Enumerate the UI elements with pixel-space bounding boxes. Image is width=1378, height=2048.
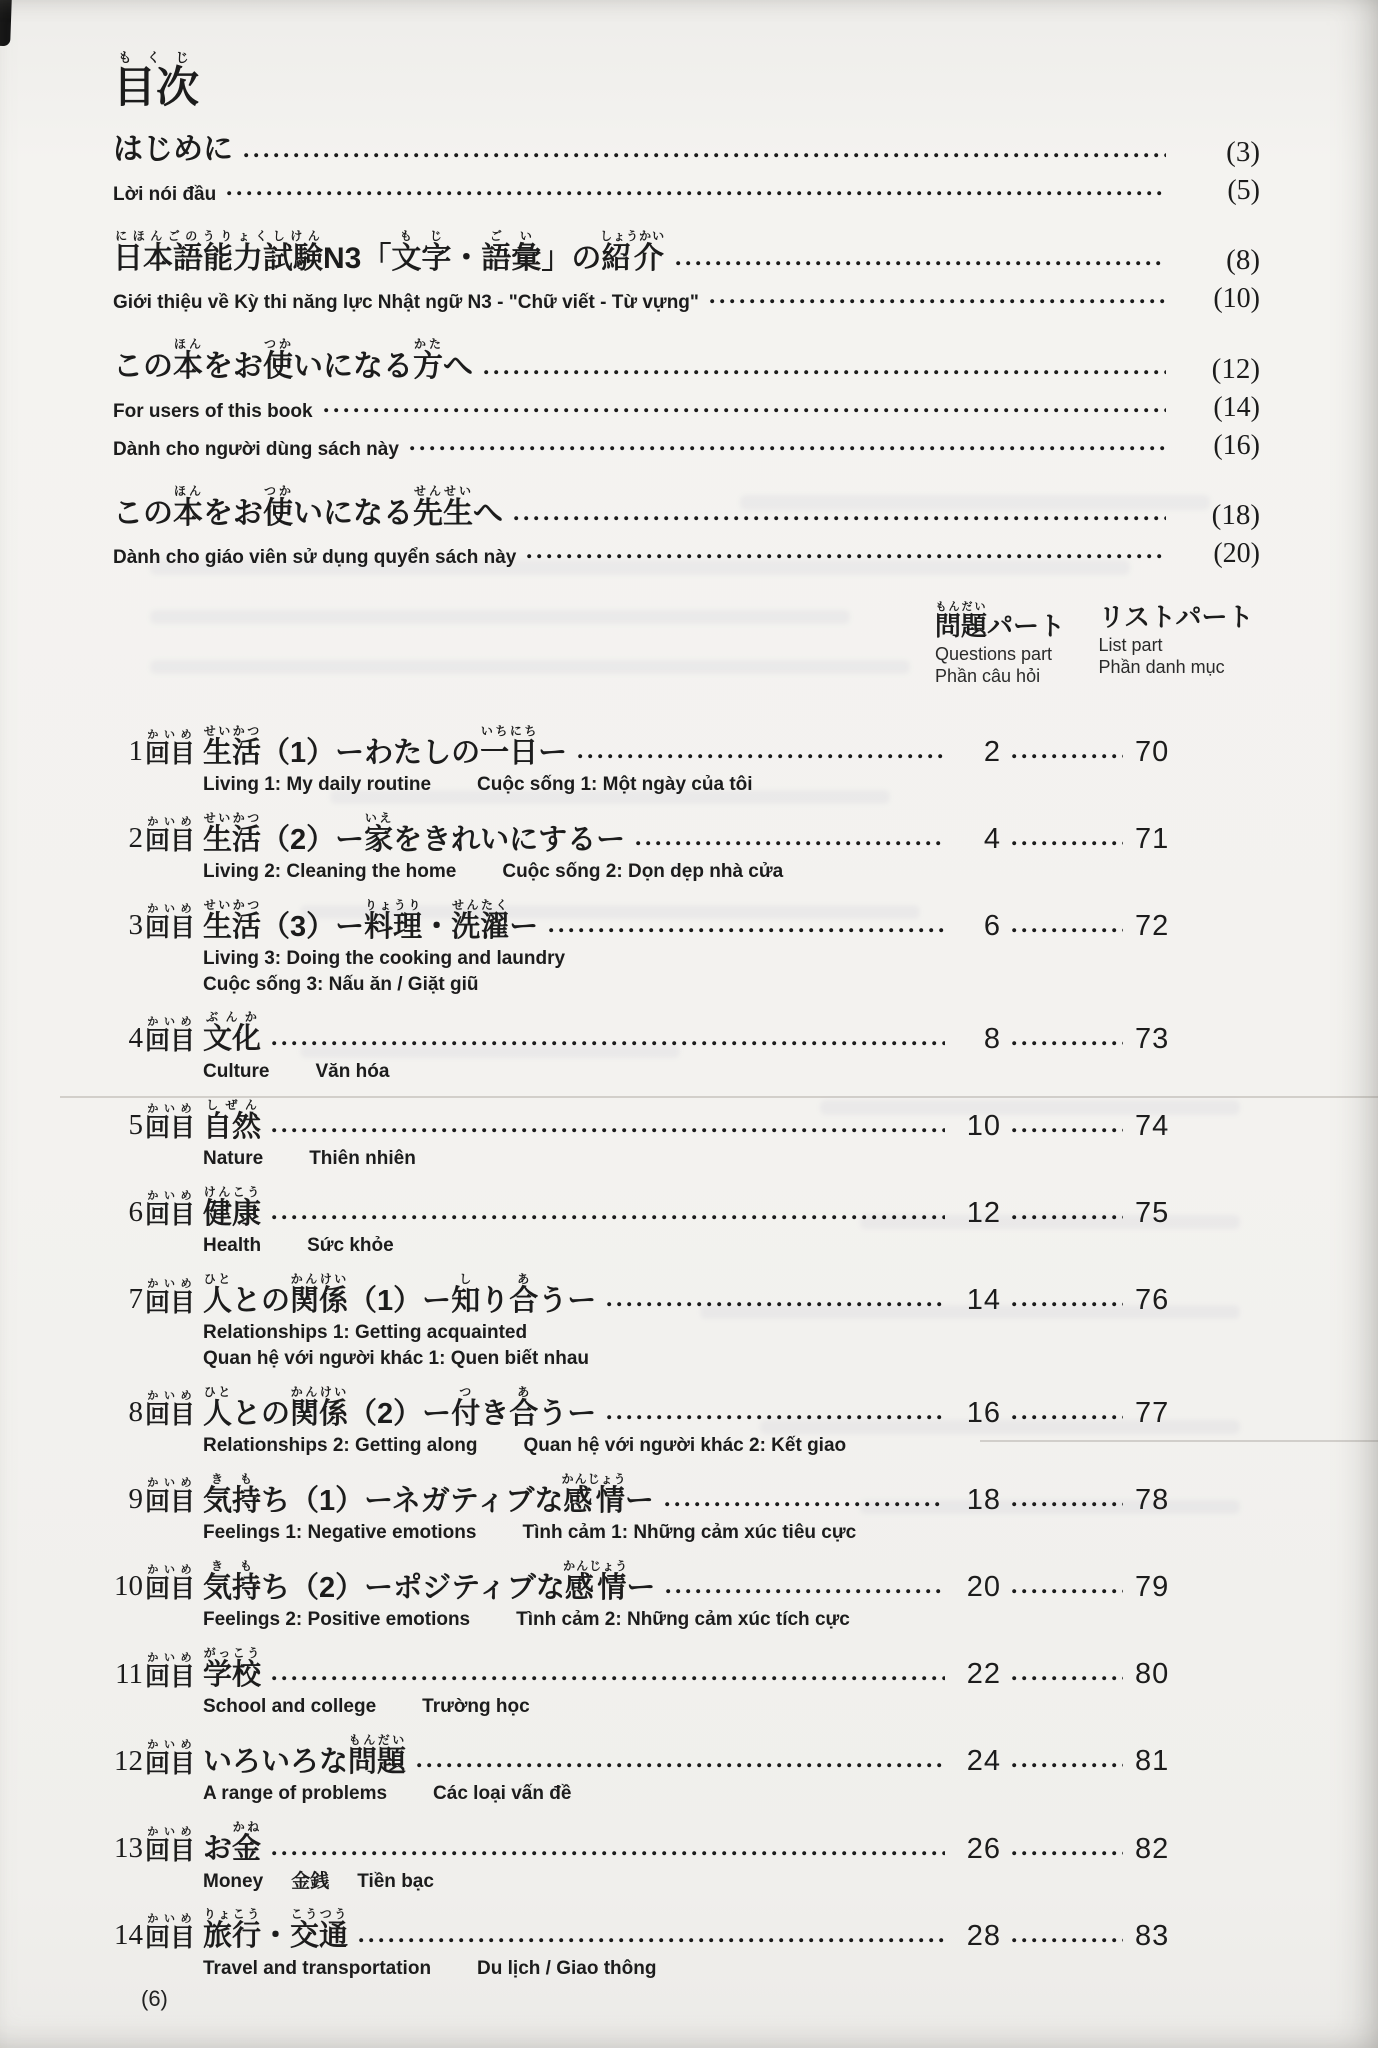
lesson-title-jp: 自然しぜん <box>203 1097 262 1143</box>
lesson-subtitle-line <box>203 859 1265 885</box>
questions-page-number: 2 <box>983 735 1001 768</box>
lesson-row <box>113 1646 1265 1720</box>
questions-part-header <box>935 601 1099 688</box>
toc-front-matter <box>113 133 1265 569</box>
dot-leader <box>526 553 1166 560</box>
lesson-subtitle-text: Living 1: My daily routine <box>203 773 432 795</box>
list-page-number: 75 <box>1135 1197 1170 1230</box>
list-page-number: 74 <box>1135 1110 1170 1143</box>
entry-text: はじめに <box>113 133 233 166</box>
toc-lesson-list <box>113 724 1265 1982</box>
lesson-subtitle-line <box>203 1869 1265 1895</box>
lesson-title-jp: 生活せいかつ（3）ー料理りょうり・洗濯せんたくー <box>203 897 539 943</box>
lesson-main-line <box>113 1472 1205 1517</box>
lesson-subtitle-text: Feelings 2: Positive emotions <box>203 1609 471 1631</box>
lesson-row <box>113 1472 1265 1546</box>
lesson-kaime: 回目かいめ <box>145 1825 196 1865</box>
list-page-number: 78 <box>1135 1484 1170 1517</box>
lesson-subtitle <box>203 1059 1265 1085</box>
lesson-subtitle <box>203 859 1265 885</box>
lesson-subtitle <box>203 1146 1265 1172</box>
lesson-kaime: 回目かいめ <box>145 1016 196 1056</box>
entry-page-number: (18) <box>1211 499 1260 531</box>
entry-page-number: (16) <box>1213 429 1260 461</box>
dot-leader <box>1011 1850 1123 1857</box>
lesson-subtitle-line <box>203 1607 1265 1633</box>
dot-leader <box>271 1040 945 1047</box>
lesson-row <box>113 1907 1265 1981</box>
list-page-number: 83 <box>1135 1919 1170 1952</box>
lesson-subtitle-text: Cuộc sống 1: Một ngày của tôi <box>477 773 753 795</box>
lesson-subtitle-text: Trường học <box>422 1696 530 1718</box>
toc-entry <box>113 391 1260 423</box>
lesson-main-line <box>113 1733 1205 1778</box>
dot-leader <box>271 1214 945 1221</box>
questions-page-number: 6 <box>983 910 1001 943</box>
lesson-number: 3 <box>128 909 143 942</box>
lesson-number-label <box>113 1278 203 1318</box>
dot-leader <box>1011 1414 1123 1421</box>
lesson-main-line <box>113 1907 1205 1952</box>
dot-leader <box>243 152 1166 159</box>
lesson-subtitle <box>203 946 1265 997</box>
lesson-number: 14 <box>114 1918 143 1951</box>
lesson-subtitle-text: Tình cảm 1: Những cảm xúc tiêu cực <box>522 1522 857 1544</box>
questions-page-number: 24 <box>966 1745 1001 1778</box>
lesson-number-label <box>113 816 203 856</box>
lesson-number-label <box>113 1103 203 1143</box>
lesson-title-jp: 健康けんこう <box>203 1184 262 1230</box>
dot-leader <box>1011 1301 1123 1308</box>
lesson-kaime: 回目かいめ <box>145 816 196 856</box>
questions-page-number: 22 <box>966 1658 1001 1691</box>
lesson-row <box>113 724 1265 798</box>
list-part-title-jp: リストパート <box>1098 602 1254 632</box>
lesson-title-jp: 気持きもち（1）ーネガティブな感情かんじょうー <box>203 1471 654 1517</box>
lesson-kaime: 回目かいめ <box>145 1738 196 1778</box>
lesson-subtitle-line <box>203 772 1265 798</box>
list-page-number: 79 <box>1135 1571 1170 1604</box>
toc-entry <box>113 285 1260 314</box>
entry-page-number: (14) <box>1213 391 1260 423</box>
lesson-row <box>113 1272 1265 1372</box>
list-part-title-vn: Phần danh mục <box>1098 657 1225 677</box>
lesson-subtitle-text: Relationships 2: Getting along <box>203 1435 478 1457</box>
lesson-number: 6 <box>128 1196 143 1229</box>
lesson-subtitle <box>203 1520 1265 1546</box>
toc-entry <box>113 133 1260 168</box>
lesson-subtitle-line <box>203 1433 1265 1459</box>
dot-leader <box>577 753 945 760</box>
lesson-main-line <box>113 811 1205 856</box>
dot-leader <box>513 515 1166 522</box>
lesson-title-jp: 生活せいかつ（2）ー家いえをきれいにするー <box>203 810 626 856</box>
lesson-number-label <box>113 1652 203 1692</box>
questions-page-number: 4 <box>983 823 1001 856</box>
lesson-title-jp: お金かね <box>203 1820 262 1866</box>
lesson-number: 1 <box>128 735 143 768</box>
lesson-kaime: 回目かいめ <box>145 1912 196 1952</box>
list-page-number: 76 <box>1135 1284 1170 1317</box>
list-page-number: 70 <box>1135 735 1170 768</box>
questions-page-number: 20 <box>966 1571 1001 1604</box>
lesson-row <box>113 811 1265 885</box>
book-spine-shadow <box>0 0 12 46</box>
questions-page-number: 26 <box>966 1832 1001 1865</box>
list-part-header <box>1099 601 1265 688</box>
dot-leader <box>665 1588 945 1595</box>
lesson-number-label <box>113 1826 203 1866</box>
lesson-title-jp: 旅行りょこう・交通こうつう <box>203 1907 349 1953</box>
lesson-number: 5 <box>128 1109 143 1142</box>
dot-leader <box>1011 1675 1123 1682</box>
toc-entry <box>113 337 1260 385</box>
lesson-number: 8 <box>128 1396 143 1429</box>
dot-leader <box>1011 1214 1123 1221</box>
page-number-footer: (6) <box>141 1986 168 2011</box>
lesson-main-line <box>113 1098 1205 1143</box>
lesson-subtitle <box>203 1320 1265 1371</box>
entry-text: Giới thiệu về Kỳ thi năng lực Nhật ngữ N3 - "Chữ viết - Từ vựng" <box>113 292 699 313</box>
toc-entry <box>113 229 1260 277</box>
dot-leader <box>271 1850 945 1857</box>
lesson-subtitle-text: A range of problems <box>203 1783 388 1805</box>
lesson-number: 11 <box>115 1657 143 1690</box>
lesson-kaime: 回目かいめ <box>145 1477 196 1517</box>
list-page-number: 77 <box>1135 1397 1170 1430</box>
lesson-kaime: 回目かいめ <box>145 1190 196 1230</box>
lesson-number-label <box>113 1564 203 1604</box>
entry-page-number: (5) <box>1227 174 1260 206</box>
lesson-number-label <box>113 729 203 769</box>
lesson-main-line <box>113 724 1205 769</box>
entry-text: For users of this book <box>113 400 313 422</box>
dot-leader <box>226 190 1166 197</box>
entry-page-number: (12) <box>1211 352 1260 385</box>
lesson-number: 13 <box>114 1831 143 1864</box>
lesson-title-jp: 学校がっこう <box>203 1645 262 1691</box>
lesson-subtitle-text: Nature <box>203 1148 264 1170</box>
lesson-number-label <box>113 1190 203 1230</box>
lesson-subtitle-line <box>203 1956 1265 1982</box>
questions-page-number: 10 <box>966 1110 1001 1143</box>
questions-page-number: 12 <box>966 1197 1001 1230</box>
lesson-subtitle-line <box>203 1520 1265 1546</box>
lesson-subtitle <box>203 1869 1265 1895</box>
questions-page-number: 16 <box>966 1397 1001 1430</box>
lesson-main-line <box>113 1010 1205 1055</box>
entry-text: Dành cho người dùng sách này <box>113 438 399 460</box>
lesson-number-label <box>113 1390 203 1430</box>
lesson-main-line <box>113 1385 1205 1430</box>
lesson-subtitle <box>203 1956 1265 1982</box>
list-page-number: 81 <box>1135 1745 1170 1778</box>
lesson-number: 12 <box>114 1744 143 1777</box>
questions-part-title-vn: Phần câu hỏi <box>935 666 1041 686</box>
dot-leader <box>323 407 1166 414</box>
lesson-subtitle <box>203 1694 1265 1720</box>
lesson-subtitle-text: Tiền bạc <box>357 1870 434 1892</box>
toc-entry <box>113 540 1260 569</box>
lesson-subtitle <box>203 1433 1265 1459</box>
lesson-subtitle-line <box>203 1233 1265 1259</box>
lesson-row <box>113 1820 1265 1894</box>
lesson-main-line <box>113 1820 1205 1865</box>
lesson-subtitle-text: 金銭 <box>291 1870 330 1892</box>
lesson-subtitle <box>203 1233 1265 1259</box>
dot-leader <box>675 260 1166 267</box>
dot-leader <box>1011 1762 1123 1769</box>
entry-page-number: (20) <box>1213 538 1260 569</box>
dot-leader <box>1011 753 1123 760</box>
dot-leader <box>606 1301 945 1308</box>
lesson-subtitle-text: Sức khỏe <box>307 1235 394 1257</box>
dot-leader <box>271 1675 945 1682</box>
lesson-row <box>113 898 1265 998</box>
lesson-number-label <box>113 1913 203 1953</box>
page-title: 目次もくじ <box>113 50 199 112</box>
lesson-subtitle-text: Cuộc sống 2: Dọn dẹp nhà cửa <box>502 861 784 883</box>
list-page-number: 80 <box>1135 1658 1170 1691</box>
entry-page-number: (8) <box>1226 244 1260 276</box>
lesson-kaime: 回目かいめ <box>145 1564 196 1604</box>
lesson-subtitle-text: Health <box>203 1235 262 1257</box>
dot-leader <box>1011 1937 1123 1944</box>
toc-entry <box>113 174 1260 206</box>
list-part-title-en: List part <box>1098 634 1163 655</box>
entry-page-number: (3) <box>1226 135 1260 168</box>
lesson-subtitle-text: Văn hóa <box>315 1060 390 1082</box>
lesson-title-jp: 人ひととの関係かんけい（2）ー付つき合あうー <box>203 1384 597 1430</box>
lesson-subtitle-line: Living 3: Doing the cooking and laundry <box>203 948 566 970</box>
questions-page-number: 18 <box>966 1484 1001 1517</box>
lesson-subtitle <box>203 1607 1265 1633</box>
lesson-subtitle-text: School and college <box>203 1696 377 1718</box>
dot-leader <box>709 298 1166 305</box>
questions-part-title-en: Questions part <box>935 643 1053 664</box>
lesson-subtitle-text: Money <box>203 1870 264 1892</box>
dot-leader <box>1011 840 1123 847</box>
toc-entry <box>113 429 1260 461</box>
lesson-main-line <box>113 1559 1205 1604</box>
list-page-number: 72 <box>1135 910 1170 943</box>
lesson-subtitle-text: Quan hệ với người khác 2: Kết giao <box>523 1435 847 1457</box>
lesson-kaime: 回目かいめ <box>145 1651 196 1691</box>
toc-entry <box>113 484 1260 532</box>
lesson-number-label <box>113 903 203 943</box>
lesson-subtitle-text: Các loại vấn đề <box>433 1783 572 1805</box>
lesson-number-label <box>113 1477 203 1517</box>
entry-text: この本ほんをお使つかいになる方かたへ <box>113 337 473 383</box>
dot-leader <box>1011 1501 1123 1508</box>
questions-part-title-jp: 問題もんだいパート <box>935 601 1066 641</box>
dot-leader <box>635 840 945 847</box>
dot-leader <box>664 1501 945 1508</box>
lesson-subtitle-line: Cuộc sống 3: Nấu ăn / Giặt giũ <box>203 973 479 995</box>
lesson-kaime: 回目かいめ <box>145 1390 196 1430</box>
entry-text: この本ほんをお使つかいになる先生せんせいへ <box>113 483 503 530</box>
lesson-row <box>113 1733 1265 1807</box>
questions-page-number: 14 <box>966 1284 1001 1317</box>
lesson-main-line <box>113 1272 1205 1317</box>
lesson-main-line <box>113 1185 1205 1230</box>
lesson-subtitle-text: Du lịch / Giao thông <box>477 1957 657 1979</box>
lesson-kaime: 回目かいめ <box>145 1103 196 1143</box>
lesson-title-jp: 気持きもち（2）ーポジティブな感情かんじょうー <box>203 1558 656 1604</box>
lesson-subtitle-line <box>203 1694 1265 1720</box>
lesson-subtitle-text: Thiên nhiên <box>309 1148 416 1170</box>
toc-column-headers <box>935 601 1265 688</box>
lesson-title-jp: 人ひととの関係かんけい（1）ー知しり合あうー <box>203 1271 597 1317</box>
lesson-row <box>113 1185 1265 1259</box>
dot-leader <box>1011 1040 1123 1047</box>
lesson-subtitle-text: Culture <box>203 1060 270 1082</box>
lesson-title-jp: 文化ぶんか <box>203 1010 262 1056</box>
lesson-row <box>113 1098 1265 1172</box>
lesson-number-label <box>113 1739 203 1779</box>
list-page-number: 73 <box>1135 1022 1170 1055</box>
lesson-subtitle-text: Living 2: Cleaning the home <box>203 861 457 883</box>
lesson-subtitle <box>203 1781 1265 1807</box>
dot-leader <box>1011 1588 1123 1595</box>
lesson-number-label <box>113 1016 203 1056</box>
toc-content <box>113 50 1265 1994</box>
lesson-subtitle-line <box>203 1781 1265 1807</box>
lesson-main-line <box>113 1646 1205 1691</box>
dot-leader <box>409 445 1166 452</box>
lesson-row <box>113 1385 1265 1459</box>
lesson-subtitle-line: Quan hệ với người khác 1: Quen biết nhau <box>203 1347 589 1369</box>
lesson-subtitle <box>203 772 1265 798</box>
lesson-row <box>113 1010 1265 1084</box>
lesson-subtitle-line: Relationships 1: Getting acquainted <box>203 1322 528 1344</box>
lesson-number: 7 <box>128 1283 143 1316</box>
lesson-number: 4 <box>128 1022 143 1055</box>
questions-page-number: 8 <box>983 1022 1001 1055</box>
lesson-subtitle-text: Tình cảm 2: Những cảm xúc tích cực <box>516 1609 850 1631</box>
lesson-number: 10 <box>114 1570 143 1603</box>
dot-leader <box>606 1414 945 1421</box>
lesson-subtitle-text: Feelings 1: Negative emotions <box>203 1522 477 1544</box>
questions-page-number: 28 <box>966 1919 1001 1952</box>
dot-leader <box>1011 927 1123 934</box>
entry-text: Dành cho giáo viên sử dụng quyển sách này <box>113 547 517 568</box>
lesson-title-jp: 生活せいかつ（1）ーわたしの一日いちにちー <box>203 723 568 769</box>
entry-text: Lời nói đầu <box>113 183 217 205</box>
dot-leader <box>271 1127 945 1134</box>
lesson-kaime: 回目かいめ <box>145 1277 196 1317</box>
dot-leader <box>483 369 1166 376</box>
dot-leader <box>1011 1127 1123 1134</box>
dot-leader <box>416 1762 945 1769</box>
lesson-row <box>113 1559 1265 1633</box>
lesson-subtitle-line <box>203 1146 1265 1172</box>
entry-page-number: (10) <box>1213 283 1260 314</box>
lesson-subtitle-text: Travel and transportation <box>203 1957 432 1979</box>
dot-leader <box>548 927 945 934</box>
lesson-number: 2 <box>128 822 143 855</box>
entry-text: 日本語能力試験にほんごのうりょくしけんN3「文字もじ・語彙ごい」の紹介しょうかい <box>113 228 666 275</box>
lesson-kaime: 回目かいめ <box>145 729 196 769</box>
lesson-kaime: 回目かいめ <box>145 903 196 943</box>
lesson-main-line <box>113 898 1205 943</box>
lesson-subtitle-line <box>203 1059 1265 1085</box>
list-page-number: 71 <box>1135 823 1170 856</box>
list-page-number: 82 <box>1135 1832 1170 1865</box>
lesson-title-jp: いろいろな問題もんだい <box>203 1732 407 1778</box>
lesson-number: 9 <box>128 1483 143 1516</box>
dot-leader <box>358 1937 945 1944</box>
